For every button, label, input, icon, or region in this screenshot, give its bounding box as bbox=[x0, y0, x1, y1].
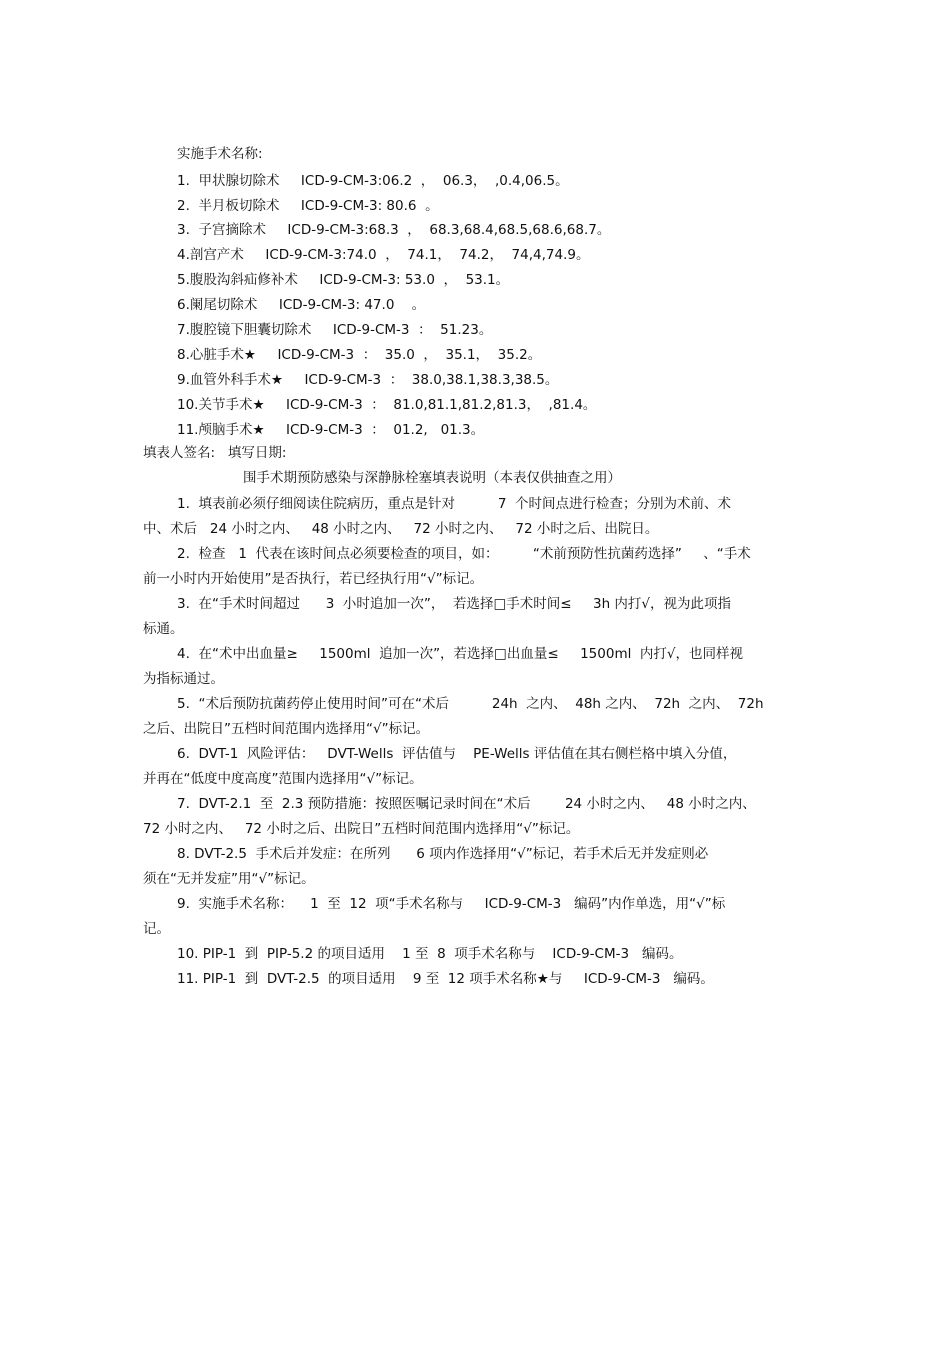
surgery-item: 10.关节手术★ ICD-9-CM-3 ： 81.0,81.1,81.2,81.3， ,81.4。 bbox=[177, 397, 597, 413]
instruction-line: 7. DVT-2.1 至 2.3 预防措施：按照医嘱记录时间在“术后 24 小时之内、 48 小时之内、 bbox=[177, 796, 756, 812]
instruction-line: 4. 在“术中出血量≥ 1500ml 追加一次”，若选择□出血量≤ 1500ml 内打√，也同样视 bbox=[177, 646, 744, 662]
instruction-line: 并再在“低度中度高度”范围内选择用“√”标记。 bbox=[143, 771, 423, 787]
instruction-line: 11. PIP-1 到 DVT-2.5 的项目适用 9 至 12 项手术名称★与 ICD-9-CM-3 编码。 bbox=[177, 971, 714, 987]
surgery-item: 2. 半月板切除术 ICD-9-CM-3: 80.6 。 bbox=[177, 198, 439, 214]
instruction-line: 为指标通过。 bbox=[143, 671, 224, 687]
surgery-item: 8.心脏手术★ ICD-9-CM-3 ： 35.0 ， 35.1， 35.2。 bbox=[177, 347, 542, 363]
surgery-section-title: 实施手术名称: bbox=[177, 146, 263, 162]
instruction-line: 中、术后 24 小时之内、 48 小时之内、 72 小时之内、 72 小时之后、出院日。 bbox=[143, 521, 659, 537]
signature-line: 填表人签名: 填写日期: bbox=[143, 445, 287, 461]
surgery-item: 3. 子宫摘除术 ICD-9-CM-3:68.3 ， 68.3,68.4,68.5,68.6,68.7。 bbox=[177, 222, 611, 238]
instruction-line: 1. 填表前必须仔细阅读住院病历，重点是针对 7 个时间点进行检查；分别为术前、术 bbox=[177, 496, 732, 512]
surgery-item: 6.阑尾切除术 ICD-9-CM-3: 47.0 。 bbox=[177, 297, 426, 313]
instruction-line: 标通。 bbox=[143, 621, 184, 637]
instruction-line: 3. 在“手术时间超过 3 小时追加一次”， 若选择□手术时间≤ 3h 内打√，视为此项指 bbox=[177, 596, 732, 612]
instruction-line: 须在“无并发症”用“√”标记。 bbox=[143, 871, 315, 887]
instruction-line: 5. “术后预防抗菌药停止使用时间”可在“术后 24h 之内、 48h 之内、 72h 之内、 72h bbox=[177, 696, 764, 712]
surgery-item: 1. 甲状腺切除术 ICD-9-CM-3:06.2 ， 06.3， ,0.4,06.5。 bbox=[177, 173, 569, 189]
surgery-item: 5.腹股沟斜疝修补术 ICD-9-CM-3: 53.0 ， 53.1。 bbox=[177, 272, 510, 288]
instruction-line: 前一小时内开始使用”是否执行，若已经执行用“√”标记。 bbox=[143, 571, 484, 587]
instruction-line: 9. 实施手术名称： 1 至 12 项“手术名称与 ICD-9-CM-3 编码”内作单选，用“√”标 bbox=[177, 896, 726, 912]
instruction-line: 2. 检查 1 代表在该时间点必须要检查的项目，如： “术前预防性抗菌药选择” 、“手术 bbox=[177, 546, 751, 562]
instruction-line: 8. DVT-2.5 手术后并发症：在所列 6 项内作选择用“√”标记，若手术后无并发症则必 bbox=[177, 846, 709, 862]
surgery-item: 4.剖宫产术 ICD-9-CM-3:74.0 ， 74.1， 74.2， 74,4,74.9。 bbox=[177, 247, 590, 263]
surgery-item: 9.血管外科手术★ ICD-9-CM-3 ： 38.0,38.1,38.3,38.5。 bbox=[177, 372, 559, 388]
instruction-line: 6. DVT-1 风险评估： DVT-Wells 评估值与 PE-Wells 评估值在其右侧栏格中填入分值， bbox=[177, 746, 737, 762]
instruction-line: 之后、出院日”五档时间范围内选择用“√”标记。 bbox=[143, 721, 430, 737]
surgery-item: 7.腹腔镜下胆囊切除术 ICD-9-CM-3 ： 51.23。 bbox=[177, 322, 493, 338]
instruction-line: 72 小时之内、 72 小时之后、出院日”五档时间范围内选择用“√”标记。 bbox=[143, 821, 580, 837]
instruction-line: 10. PIP-1 到 PIP-5.2 的项目适用 1 至 8 项手术名称与 ICD-9-CM-3 编码。 bbox=[177, 946, 683, 962]
surgery-item: 11.颅脑手术★ ICD-9-CM-3 ： 01.2, 01.3。 bbox=[177, 422, 485, 438]
instruction-line: 记。 bbox=[143, 921, 170, 937]
instructions-title: 围手术期预防感染与深静脉栓塞填表说明（本表仅供抽查之用） bbox=[243, 470, 621, 486]
